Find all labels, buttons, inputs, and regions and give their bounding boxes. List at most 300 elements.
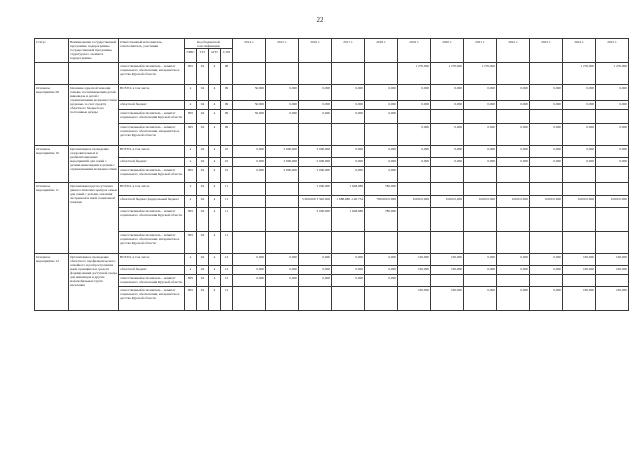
value-cell — [563, 275, 596, 287]
table-row — [35, 124, 629, 146]
value-cell — [299, 232, 332, 254]
value-cell: 1 648,086 — [332, 208, 365, 232]
value-cell: 0,000 — [530, 124, 563, 146]
value-cell: 0,000 — [398, 146, 431, 158]
value-cell: 0,000 — [464, 146, 497, 158]
table-row — [35, 167, 629, 183]
value-cell — [398, 208, 431, 232]
value-cell: 50,000 — [233, 85, 266, 101]
kbk-cell: 4 — [209, 158, 221, 167]
value-cell — [299, 63, 332, 85]
value-cell: 0,000 — [596, 85, 629, 101]
table-row — [35, 110, 629, 124]
header-kbk: Код бюджетной классификации — [185, 39, 233, 49]
value-cell: 0,000 — [464, 124, 497, 146]
value-cell: 1 270,000 — [563, 63, 596, 85]
value-cell — [497, 183, 530, 196]
value-cell: 0,000 — [398, 85, 431, 101]
value-cell: 5 000,000 — [299, 183, 332, 196]
value-cell — [596, 208, 629, 232]
value-cell: 0,000 — [266, 101, 299, 110]
value-cell: 0,000 — [431, 101, 464, 110]
value-cell — [266, 287, 299, 311]
status-cell: Основное мероприятие 11 — [35, 183, 69, 254]
value-cell: 100,000 — [596, 254, 629, 266]
value-cell — [266, 124, 299, 146]
value-cell: 0,000 — [431, 158, 464, 167]
executor-cell: ответственный исполнитель – комитет социального обеспечения, материнства и детства Курской области — [119, 232, 185, 254]
status-cell: Основное мероприятие 12 — [35, 254, 69, 311]
value-cell: 0,000 — [530, 85, 563, 101]
table-row — [35, 266, 629, 275]
value-cell: 0,000 — [299, 266, 332, 275]
value-cell — [563, 208, 596, 232]
kbk-cell: 10 — [221, 158, 233, 167]
value-cell — [497, 208, 530, 232]
value-cell: 0,000 — [530, 101, 563, 110]
value-cell: 0,000 — [563, 146, 596, 158]
kbk-cell: 11 — [221, 196, 233, 208]
value-cell: 100,000 — [398, 254, 431, 266]
value-cell — [563, 110, 596, 124]
value-cell: 0,000 — [497, 158, 530, 167]
value-cell — [365, 287, 398, 311]
value-cell — [497, 275, 530, 287]
value-cell — [398, 110, 431, 124]
kbk-cell: 12 — [221, 287, 233, 311]
table-row — [35, 85, 629, 101]
kbk-cell: 11 — [221, 183, 233, 196]
value-cell — [497, 232, 530, 254]
kbk-cell: 805 — [185, 124, 197, 146]
header-year: 2017 г. — [332, 39, 365, 63]
value-cell: 0,000 — [332, 266, 365, 275]
value-cell — [332, 232, 365, 254]
table-row — [35, 146, 629, 158]
table-row — [35, 232, 629, 254]
header-year: 2023 г. — [530, 39, 563, 63]
value-cell — [233, 183, 266, 196]
kbk-cell: 805 — [185, 275, 197, 287]
value-cell — [596, 183, 629, 196]
status-cell — [35, 63, 69, 85]
value-cell: 0,000 0,000 — [464, 196, 497, 208]
value-cell — [431, 208, 464, 232]
kbk-cell: х — [185, 254, 197, 266]
value-cell: 0,000 — [464, 101, 497, 110]
executor-cell: ответственный исполнитель – комитет социального обеспечения, материнства и детства Курской области — [119, 124, 185, 146]
value-cell — [563, 183, 596, 196]
value-cell: 100,000 — [431, 287, 464, 311]
table-row — [35, 254, 629, 266]
value-cell — [431, 183, 464, 196]
kbk-cell: 805 — [185, 167, 197, 183]
value-cell: 780,000 — [365, 208, 398, 232]
kbk-cell: 04 — [197, 167, 209, 183]
value-cell: 0,000 — [299, 275, 332, 287]
kbk-cell: 4 — [209, 266, 221, 275]
value-cell: 0,000 — [563, 124, 596, 146]
value-cell — [464, 110, 497, 124]
value-cell: 50,000 — [233, 110, 266, 124]
kbk-cell: 04 — [197, 254, 209, 266]
kbk-cell: 805 — [185, 208, 197, 232]
value-cell: 0,000 — [266, 275, 299, 287]
kbk-cell: 805 — [185, 287, 197, 311]
value-cell: 1 648,086 — [332, 183, 365, 196]
value-cell: 1 270,000 — [431, 63, 464, 85]
name-cell: Организация круглосуточных диагностических центров семьи для семей с детьми, оказания экстренной и иной социальной помощи — [69, 183, 119, 254]
value-cell: 100,000 — [563, 254, 596, 266]
value-cell — [497, 63, 530, 85]
executor-cell: ответственный исполнитель – комитет социального обеспечения Курской области — [119, 275, 185, 287]
value-cell: 0,000 — [365, 254, 398, 266]
value-cell: 0,000 — [299, 101, 332, 110]
value-cell — [563, 167, 596, 183]
value-cell: 100,000 — [431, 254, 464, 266]
value-cell — [530, 232, 563, 254]
header-year: 2022 г. — [497, 39, 530, 63]
value-cell: 100,000 — [563, 266, 596, 275]
kbk-cell: 09 — [221, 101, 233, 110]
value-cell: 0,000 0,000 — [431, 196, 464, 208]
value-cell: 0,000 — [365, 110, 398, 124]
value-cell: 0,000 — [266, 85, 299, 101]
kbk-cell: 04 — [197, 275, 209, 287]
kbk-cell: 12 — [221, 254, 233, 266]
kbk-cell: 04 — [197, 146, 209, 158]
value-cell — [431, 110, 464, 124]
value-cell — [530, 110, 563, 124]
table-row — [35, 196, 629, 208]
kbk-cell: 12 — [221, 275, 233, 287]
value-cell: 5 000,000 — [299, 167, 332, 183]
executor-cell: ВСЕГО, в том числе — [119, 146, 185, 158]
value-cell — [266, 232, 299, 254]
kbk-cell: 4 — [209, 85, 221, 101]
value-cell: 0,000 — [497, 101, 530, 110]
value-cell: 0,000 0,000 — [530, 196, 563, 208]
executor-cell: ответственный исполнитель – комитет социального обеспечения, материнства и детства Курской области — [119, 287, 185, 311]
value-cell — [497, 167, 530, 183]
value-cell: 0,000 — [233, 266, 266, 275]
value-cell: 0,000 — [266, 254, 299, 266]
header-status: Статус — [35, 39, 69, 63]
value-cell: 0,000 — [530, 254, 563, 266]
kbk-cell: 04 — [197, 232, 209, 254]
value-cell: 0,000 — [497, 124, 530, 146]
value-cell — [530, 183, 563, 196]
value-cell — [332, 63, 365, 85]
executor-cell: ответственный исполнитель – комитет социального обеспечения Курской области — [119, 167, 185, 183]
value-cell — [464, 275, 497, 287]
name-cell: Организация и проведение областного профилактического, семейного и распространение идей, принципов и средств формирования доступной среды для инвалидов и других маломобильных групп населения — [69, 254, 119, 311]
value-cell — [233, 63, 266, 85]
value-cell: 0,000 — [299, 85, 332, 101]
value-cell: 0,000 — [464, 287, 497, 311]
executor-cell: ВСЕГО, в том числе — [119, 183, 185, 196]
table-body — [35, 63, 629, 311]
header-year: 2024 г. — [563, 39, 596, 63]
value-cell: 5 000,000 — [299, 146, 332, 158]
value-cell: 0,000 — [332, 158, 365, 167]
executor-cell: ответственный исполнитель – комитет социального обеспечения, материнства и детства Курской области — [119, 63, 185, 85]
kbk-cell: 805 — [185, 232, 197, 254]
kbk-cell: 04 — [197, 287, 209, 311]
kbk-cell: 4 — [209, 196, 221, 208]
value-cell: 100,000 — [398, 266, 431, 275]
value-cell: 0,000 0,000 — [497, 196, 530, 208]
value-cell: 0,000 — [464, 266, 497, 275]
value-cell: 0,000 — [431, 124, 464, 146]
kbk-cell: 11 — [221, 208, 233, 232]
name-cell — [69, 63, 119, 85]
value-cell: 0,000 — [332, 275, 365, 287]
value-cell — [266, 63, 299, 85]
kbk-cell: 4 — [209, 208, 221, 232]
value-cell — [530, 275, 563, 287]
value-cell: 0,000 0,000 — [398, 196, 431, 208]
value-cell: 0,000 — [365, 275, 398, 287]
kbk-cell: х — [185, 183, 197, 196]
value-cell — [530, 208, 563, 232]
kbk-cell: 805 — [185, 63, 197, 85]
kbk-cell: 09 — [221, 85, 233, 101]
value-cell — [398, 183, 431, 196]
header-year: 2020 г. — [431, 39, 464, 63]
kbk-cell: 04 — [197, 208, 209, 232]
kbk-cell: х — [185, 101, 197, 110]
value-cell: 0,000 — [332, 167, 365, 183]
kbk-cell: 08 — [221, 63, 233, 85]
value-cell: 0,000 — [365, 167, 398, 183]
kbk-cell: 10 — [221, 167, 233, 183]
value-cell: 50,000 — [233, 101, 266, 110]
value-cell: 3 000,000 — [266, 158, 299, 167]
value-cell — [299, 124, 332, 146]
header-name: Наименование государственной программы, подпрограммы государственной программы, структурного элемента подпрограммы — [69, 39, 119, 63]
value-cell — [530, 167, 563, 183]
value-cell — [497, 110, 530, 124]
kbk-cell: 09 — [221, 110, 233, 124]
kbk-cell: х — [185, 158, 197, 167]
kbk-cell: 4 — [209, 183, 221, 196]
kbk-cell: 4 — [209, 101, 221, 110]
executor-cell: областной бюджет федеральный бюджет — [119, 196, 185, 208]
header-year: 2021 г. — [464, 39, 497, 63]
kbk-cell: 12 — [221, 266, 233, 275]
value-cell: 0,000 — [530, 158, 563, 167]
value-cell: 100,000 — [596, 287, 629, 311]
value-cell: 0,000 — [398, 124, 431, 146]
value-cell: 0,000 — [233, 167, 266, 183]
value-cell: 0,000 — [299, 254, 332, 266]
header-kbk-pgp: пГП — [209, 49, 221, 63]
header-year: 2025 г. — [596, 39, 629, 63]
page-number: 22 — [316, 16, 324, 24]
value-cell: 0,000 — [332, 254, 365, 266]
kbk-cell: 04 — [197, 110, 209, 124]
value-cell: 0,000 — [431, 85, 464, 101]
value-cell: 0,000 — [332, 101, 365, 110]
executor-cell: ответственный исполнитель – комитет социального обеспечения Курской области — [119, 208, 185, 232]
name-cell: Организация и проведение оздоровительных и реабилитационных мероприятий для семей с детьми-инвалидами и детьми с ограниченными возможностями — [69, 146, 119, 183]
value-cell: 0,000 — [464, 85, 497, 101]
value-cell: 0,000 0,000 — [563, 196, 596, 208]
value-cell: 0,000 — [299, 110, 332, 124]
value-cell: 0,000 — [563, 85, 596, 101]
value-cell: 0,000 — [497, 146, 530, 158]
budget-table — [34, 38, 629, 311]
value-cell: 0,000 — [233, 158, 266, 167]
value-cell: 1 270,000 — [464, 63, 497, 85]
kbk-cell: 4 — [209, 110, 221, 124]
value-cell: 1 270,000 — [398, 63, 431, 85]
value-cell — [233, 124, 266, 146]
value-cell: 0,000 — [431, 146, 464, 158]
value-cell: 0,000 — [398, 158, 431, 167]
kbk-cell: 4 — [209, 275, 221, 287]
value-cell: 0,000 — [497, 254, 530, 266]
value-cell: 0,000 — [596, 101, 629, 110]
value-cell — [464, 208, 497, 232]
kbk-cell: 09 — [221, 124, 233, 146]
kbk-cell: х — [185, 266, 197, 275]
value-cell — [431, 275, 464, 287]
value-cell: 780,000 — [365, 183, 398, 196]
value-cell: 0,000 — [497, 287, 530, 311]
value-cell — [431, 232, 464, 254]
kbk-cell: 4 — [209, 124, 221, 146]
kbk-cell: х — [185, 85, 197, 101]
value-cell: 0,000 — [563, 101, 596, 110]
value-cell: 0,000 — [332, 85, 365, 101]
executor-cell: областной бюджет — [119, 101, 185, 110]
kbk-cell: 04 — [197, 101, 209, 110]
table-row — [35, 183, 629, 196]
kbk-cell: 04 — [197, 183, 209, 196]
table-row — [35, 208, 629, 232]
kbk-cell: 04 — [197, 63, 209, 85]
value-cell — [398, 275, 431, 287]
value-cell: 0,000 — [332, 146, 365, 158]
value-cell — [332, 124, 365, 146]
value-cell — [464, 232, 497, 254]
status-cell: Основное мероприятие 09 — [35, 85, 69, 146]
value-cell: 1 688,086 -120,754 — [332, 196, 365, 208]
kbk-cell: 11 — [221, 232, 233, 254]
executor-cell: ответственный исполнитель – комитет социального обеспечения Курской области — [119, 110, 185, 124]
name-cell: Оказание адресной помощи семьям, воспитывающим детей-инвалидов и детей с ограниченными возможностями здоровья, за счет средств областного бюджета на постоянные нужды — [69, 85, 119, 146]
executor-cell: областной бюджет — [119, 158, 185, 167]
kbk-cell: 04 — [197, 85, 209, 101]
value-cell — [233, 196, 266, 208]
value-cell: 0,000 — [233, 275, 266, 287]
header-year: 2019 г. — [398, 39, 431, 63]
value-cell — [464, 167, 497, 183]
kbk-cell: 4 — [209, 167, 221, 183]
value-cell — [530, 63, 563, 85]
value-cell: 0,000 — [530, 146, 563, 158]
value-cell: 0,000 — [365, 158, 398, 167]
kbk-cell: 4 — [209, 287, 221, 311]
value-cell: 0,000 — [233, 254, 266, 266]
value-cell: 0,000 — [530, 266, 563, 275]
kbk-cell: 04 — [197, 158, 209, 167]
value-cell — [299, 287, 332, 311]
kbk-cell: 4 — [209, 63, 221, 85]
value-cell — [365, 63, 398, 85]
kbk-cell: 10 — [221, 146, 233, 158]
value-cell: 0,000 — [266, 266, 299, 275]
status-cell: Основное мероприятие 10 — [35, 146, 69, 183]
value-cell — [233, 287, 266, 311]
value-cell: 1 270,000 — [596, 63, 629, 85]
value-cell — [332, 287, 365, 311]
value-cell — [398, 167, 431, 183]
value-cell — [596, 110, 629, 124]
value-cell: 5 000,000 — [299, 208, 332, 232]
kbk-cell: 04 — [197, 124, 209, 146]
table-row — [35, 101, 629, 110]
value-cell — [563, 232, 596, 254]
value-cell — [233, 232, 266, 254]
value-cell: 3 000,000 — [266, 146, 299, 158]
value-cell — [431, 167, 464, 183]
executor-cell: ВСЕГО, в том числе — [119, 254, 185, 266]
header-year: 2015 г. — [266, 39, 299, 63]
value-cell: 5 000,000 3 500,000 — [299, 196, 332, 208]
table-row — [35, 63, 629, 85]
value-cell: 100,000 — [596, 266, 629, 275]
header-year: 2014 г. — [233, 39, 266, 63]
value-cell: 0,000 — [365, 85, 398, 101]
value-cell: 0,000 — [365, 146, 398, 158]
header-kbk-sep: СЭП — [221, 49, 233, 63]
header-year: 2018 г. — [365, 39, 398, 63]
kbk-cell: 04 — [197, 196, 209, 208]
value-cell: 0,000 — [365, 266, 398, 275]
kbk-cell: 04 — [197, 266, 209, 275]
value-cell — [266, 183, 299, 196]
value-cell: 0,000 — [596, 124, 629, 146]
header-kbk-gp: ГП — [197, 49, 209, 63]
executor-cell: областной бюджет — [119, 266, 185, 275]
value-cell — [596, 232, 629, 254]
kbk-cell: 4 — [209, 254, 221, 266]
value-cell — [596, 167, 629, 183]
value-cell: 5 000,000 — [299, 158, 332, 167]
kbk-cell: 4 — [209, 146, 221, 158]
value-cell: 100,000 — [431, 266, 464, 275]
value-cell: 0,000 — [398, 101, 431, 110]
value-cell — [596, 275, 629, 287]
header-year: 2016 г. — [299, 39, 332, 63]
value-cell: 780,000 0,000 — [365, 196, 398, 208]
value-cell: 0,000 — [596, 158, 629, 167]
table-row — [35, 287, 629, 311]
executor-cell: ВСЕГО, в том числе — [119, 85, 185, 101]
value-cell — [266, 196, 299, 208]
value-cell — [365, 124, 398, 146]
kbk-cell: 4 — [209, 232, 221, 254]
value-cell — [266, 208, 299, 232]
value-cell: 0,000 — [233, 146, 266, 158]
kbk-cell: 805 — [185, 110, 197, 124]
value-cell: 0,000 — [497, 266, 530, 275]
value-cell: 0,000 — [563, 158, 596, 167]
value-cell: 100,000 — [398, 287, 431, 311]
